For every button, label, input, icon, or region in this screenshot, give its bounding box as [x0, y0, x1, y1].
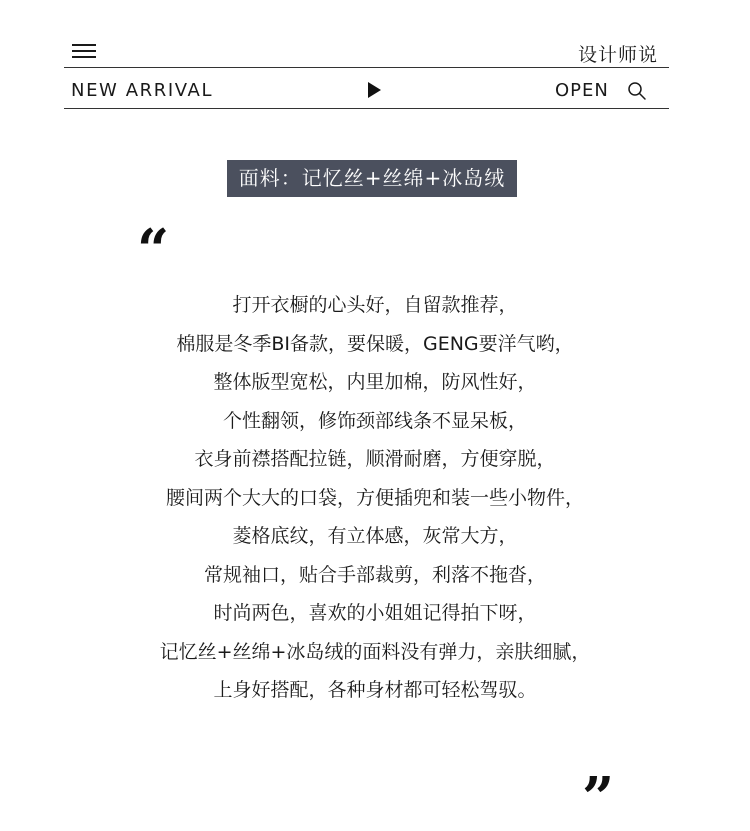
description-line: 打开衣橱的心头好，自留款推荐，	[232, 294, 518, 316]
description-line: 时尚两色，喜欢的小姐姐记得拍下呀，	[213, 602, 537, 624]
new-arrival-label[interactable]: NEW ARRIVAL	[71, 80, 214, 101]
description-line: 棉服是冬季BI备款，要保暖，GENG要洋气哟，	[176, 332, 574, 355]
description-line: 上身好搭配，各种身材都可轻松驾驭。	[213, 679, 537, 701]
header-divider-top	[64, 67, 669, 68]
description-line: 整体版型宽松，内里加棉，防风性好，	[213, 371, 537, 393]
description-line: 常规袖口，贴合手部裁剪，利落不拖沓，	[203, 563, 546, 586]
description-line: 腰间两个大大的口袋，方便插兜和装一些小物件，	[165, 486, 584, 509]
description-line: 菱格底纹，有立体感，灰常大方，	[232, 525, 518, 547]
description-line: 记忆丝+丝绵+冰岛绒的面料没有弹力，亲肤细腻，	[159, 640, 591, 663]
close-quote-mark: ”	[582, 765, 615, 831]
description-line: 个性翻领，修饰颈部线条不显呆板，	[222, 409, 527, 432]
header-divider-bottom	[64, 108, 669, 109]
description-line: 衣身前襟搭配拉链，顺滑耐磨，方便穿脱，	[194, 448, 556, 470]
product-description	[100, 286, 650, 710]
open-quote-mark: “	[137, 217, 170, 283]
fabric-banner: 面料：记忆丝+丝绵+冰岛绒	[227, 160, 517, 197]
page-title: 设计师说	[577, 44, 658, 66]
search-icon[interactable]	[627, 81, 647, 101]
hamburger-menu-icon[interactable]	[72, 44, 96, 58]
play-icon[interactable]	[368, 82, 381, 98]
open-button[interactable]: OPEN	[555, 80, 609, 101]
